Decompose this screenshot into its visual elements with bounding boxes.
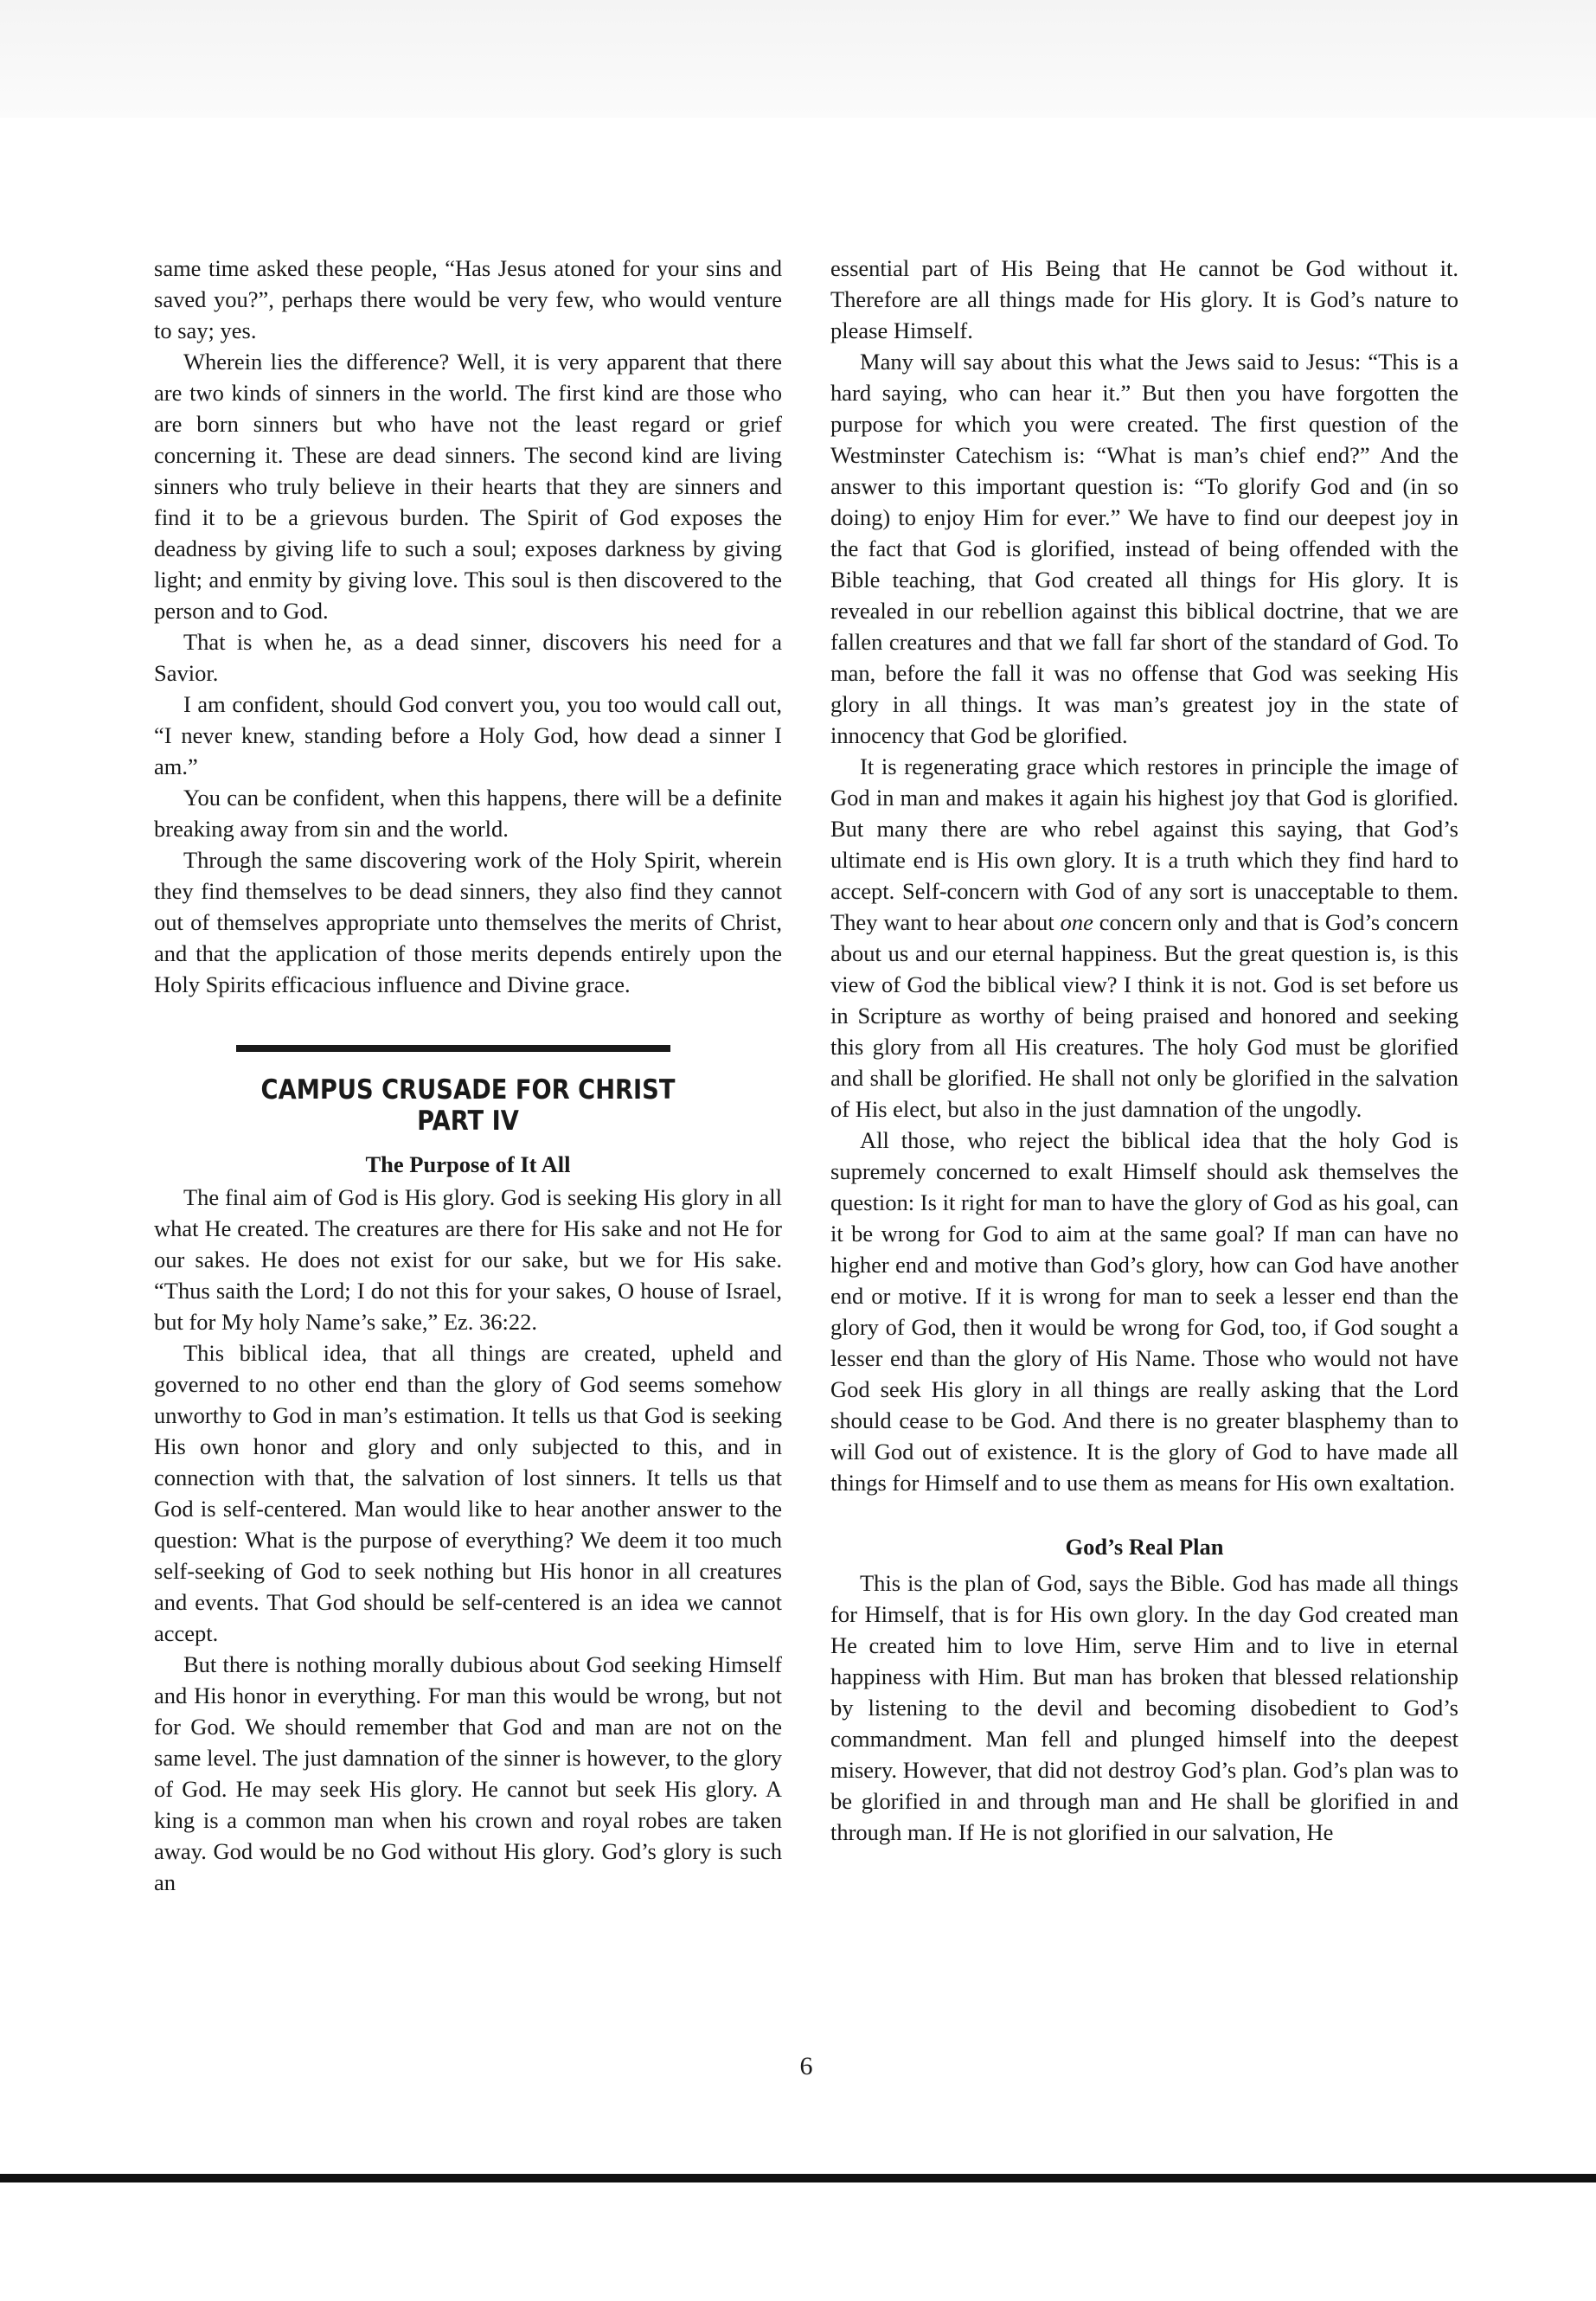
left-paragraph-2: Wherein lies the difference? Well, it is very apparent that there are two kinds of sinners in the world. The first kind are those who are born sinners but who have not the least regard or grief concerning it. These are dead sinners. The second kind are living sinners who truly believe in their hearts that they are sinners and find it to be a grievous burden. The Spirit of God exposes the deadness by giving life to such a soul; exposes darkness by giving light; and enmity by giving love. This soul is then discovered to the person and to God.	[154, 349, 782, 624]
right-paragraph-3	[830, 751, 1458, 1125]
left-paragraph-4: I am confident, should God convert you, you too would call out, “I never knew, standing before a Holy God, how dead a sinner I am.”	[154, 691, 782, 779]
left-paragraph-3: That is when he, as a dead sinner, discovers his need for a Savior.	[154, 629, 782, 686]
right-paragraph-1: essential part of His Being that He cannot be God without it. Therefore are all things made for His glory. It is God’s nature to please Himself.	[830, 255, 1458, 343]
subheading-real-plan: God’s Real Plan	[1065, 1534, 1224, 1560]
section-title-line-2: PART IV	[417, 1106, 519, 1137]
scan-margin-bottom	[0, 2182, 1596, 2301]
subheading-purpose: The Purpose of It All	[365, 1151, 571, 1177]
emphasis-one: one	[1060, 909, 1093, 935]
page-bottom-edge	[0, 2174, 1596, 2182]
left-paragraph-8: This biblical idea, that all things are created, upheld and governed to no other end than the glory of God seems somehow unworthy to God in man’s estimation. It tells us that God is seeking His own honor and glory and only subjected to this, and in connection with that, the salvation of lost sinners. It tells us that God is self-centered. Man would like to hear another answer to the question: What is the purpose of everything? We deem it too much self-seeking of God to seek nothing but His honor in all creatures and events. That God should be self-centered is an idea we cannot accept.	[154, 1340, 782, 1646]
right-paragraph-3-part-b: concern only and that is God’s concern about us and our eternal happiness. But the great question is, is this view of God the biblical view? I think it is not. God is set before us in Scripture as worthy of being praised and honored and seeking this glory from all His creatures. The holy God must be glorified and shall be glorified. He shall not only be glorified in the salvation of His elect, but also in the just damnation of the ungodly.	[830, 909, 1459, 1122]
left-paragraph-5: You can be confident, when this happens, there will be a definite breaking away from sin and the world.	[154, 785, 782, 842]
right-column	[830, 253, 1458, 1848]
left-paragraph-6: Through the same discovering work of the Holy Spirit, wherein they find themselves to be dead sinners, they also find they cannot out of themselves appropriate unto themselves the merits of Christ, and that the application of those merits depends entirely upon the Holy Spirits efficacious influence and Divine grace.	[154, 847, 782, 997]
right-paragraph-2: Many will say about this what the Jews said to Jesus: “This is a hard saying, who can hear it.” But then you have forgotten the purpose for which you were created. The first question of the Westminster Catechism is: “What is man’s chief end?” And the answer to this important question is: “To glorify God and (in so doing) to enjoy Him for ever.” We have to find our deepest joy in the fact that God is glorified, instead of being offended with the Bible teaching, that God created all things for His glory. It is revealed in our rebellion against this biblical doctrine, that we are fallen creatures and that we fall far short of the standard of God. To man, before the fall it was no offense that God was seeking His glory in all things. It was man’s greatest joy in the state of innocency that God be glorified.	[830, 349, 1458, 748]
right-paragraph-3-part-a: It is regenerating grace which restores in principle the image of God in man and makes it again his highest joy that God is glorified. But many there are who rebel against this saying, that God’s ultimate end is His own glory. It is a truth which they find hard to accept. Self-concern with God of any sort is unacceptable to them. They want to hear about	[830, 753, 1458, 935]
scan-margin-top	[0, 0, 1596, 118]
section-divider	[236, 1045, 670, 1052]
left-paragraph-9: But there is nothing morally dubious about God seeking Himself and His honor in everything. For man this would be wrong, but not for God. We should remember that God and man are not on the same level. The just damnation of the sinner is however, to the glory of God. He may seek His glory. He cannot but seek His glory. A king is a common man when his crown and royal robes are taken away. God would be no God without His glory. God’s glory is such an	[154, 1651, 782, 1895]
right-paragraph-5: This is the plan of God, says the Bible. God has made all things for Himself, that is for His own glory. In the day God created man He created him to love Him, serve Him and to live in eternal happiness with Him. But man has broken that blessed relationship by listening to the devil and becoming disobedient to God’s commandment. Man fell and plunged himself into the deepest misery. However, that did not destroy God’s plan. God’s plan was to be glorified in and through man and He shall be glorified in and through man. If He is not glorified in our salvation, He	[830, 1570, 1458, 1845]
left-column	[154, 253, 782, 1898]
left-paragraph-7: The final aim of God is His glory. God is seeking His glory in all what He created. The creatures are there for His sake and not He for our sakes. He does not exist for our sake, but we for His sake. “Thus saith the Lord; I do not this for your sakes, O house of Israel, but for My holy Name’s sake,” Ez. 36:22.	[154, 1184, 782, 1335]
page-number: 6	[799, 2052, 813, 2080]
section-title	[192, 1074, 745, 1137]
section-title-line-1: CAMPUS CRUSADE FOR CHRIST	[260, 1074, 676, 1106]
right-paragraph-4: All those, who reject the biblical idea that the holy God is supremely concerned to exalt Himself should ask themselves the question: Is it right for man to have the glory of God as his goal, can it be wrong for God to aim at the same goal? If man can have no higher end and motive than God’s glory, how can God have another end or motive. If it is wrong for man to seek a lesser end than the glory of God, then it would be wrong for God, too, if God sought a lesser end than the glory of His Name. Those who would not have God seek His glory in all things are really asking that the Lord should cease to be God. And there is no greater blasphemy than to will God out of existence. It is the glory of God to have made all things for Himself and to use them as means for His own exaltation.	[830, 1127, 1458, 1496]
left-paragraph-1: same time asked these people, “Has Jesus atoned for your sins and saved you?”, perhaps there would be very few, who would venture to say; yes.	[154, 255, 782, 343]
